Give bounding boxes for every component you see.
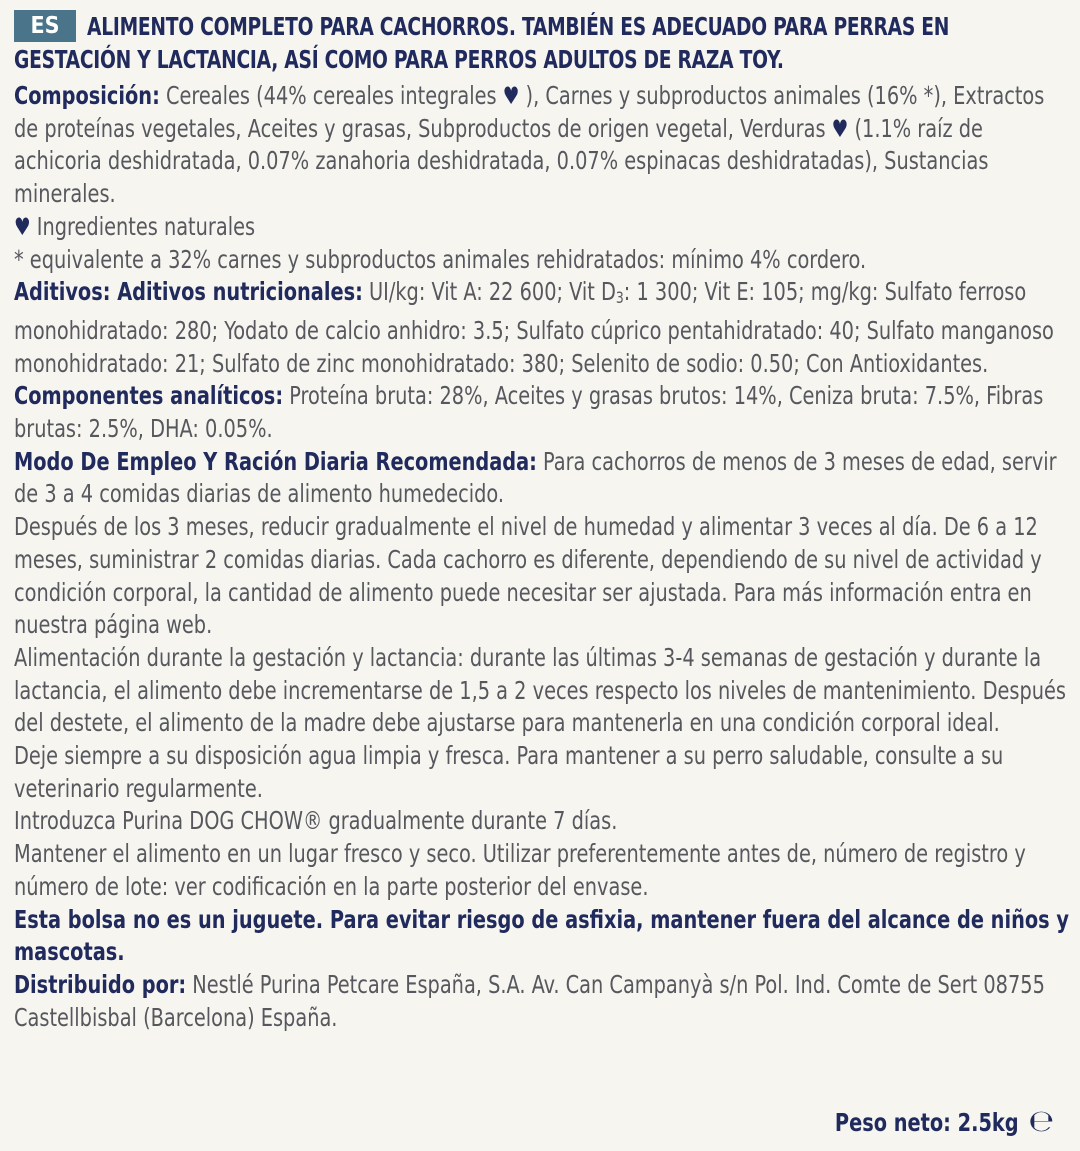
analytical-paragraph (14, 380, 1072, 445)
net-weight-row (805, 1104, 1054, 1139)
usage-label: Modo De Empleo Y Ración Diaria Recomendada: (14, 446, 537, 476)
distributor-paragraph (14, 969, 1072, 1034)
composition-text-2: ), Carnes y subproductos animales (16% *), Extractos de proteínas vegetales, Aceites y grasas, Subproductos de origen vegetal, Verduras (14, 81, 1045, 143)
usage-water: Deje siempre a su disposición agua limpia y fresca. Para mantener a su perro saludable, consulte a su veterinario regularmente. (14, 741, 1004, 803)
usage-transition: Introduzca Purina DOG CHOW® gradualmente durante 7 días. (14, 806, 618, 836)
heart-icon: ♥ (14, 212, 31, 241)
usage-storage: Mantener el alimento en un lugar fresco y seco. Utilizar preferentemente antes de, número de registro y número de lote: ver codificación en la parte posterior del envase. (14, 839, 1026, 901)
safety-warning: Esta bolsa no es un juguete. Para evitar riesgo de asfixia, mantener fuera del alcance de niños y mascotas. (14, 904, 1069, 967)
analytical-label: Componentes analíticos: (14, 381, 284, 411)
language-badge: ES (14, 10, 76, 42)
product-title: ALIMENTO COMPLETO PARA CACHORROS. TAMBIÉN ES ADECUADO PARA PERRAS EN GESTACIÓN Y LACTANCIA, ASÍ COMO PARA PERROS ADULTOS DE RAZA TOY. (14, 12, 950, 74)
analytical-text: Proteína bruta: 28%, Aceites y grasas brutos: 14%, Ceniza bruta: 7.5%, Fibras brutas: 2.5%, DHA: 0.05%. (14, 381, 1044, 444)
natural-ingredients-text: Ingredientes naturales (30, 211, 256, 241)
usage-paragraph (14, 446, 1072, 511)
additives-paragraph (14, 276, 1072, 380)
composition-footnote: * equivalente a 32% carnes y subproductos animales rehidratados: mínimo 4% cordero. (14, 244, 867, 274)
label-body (14, 80, 1072, 1034)
additives-text-1: UI/kg: Vit A: 22 600; Vit D (362, 277, 616, 307)
estimated-sign-icon: ℮ (1028, 1104, 1054, 1139)
natural-ingredients-note (14, 211, 1072, 244)
net-weight: Peso neto: 2.5kg (834, 1107, 1019, 1137)
usage-after-three-months: Después de los 3 meses, reducir gradualmente el nivel de humedad y alimentar 3 veces al día. De 6 a 12 meses, suministrar 2 comidas diarias. Cada cachorro es diferente, dependiendo de su nivel de actividad y condición corporal, la cantidad de alimento puede necesitar ser ajustada. Para más información entra en nuestra página web. (14, 512, 1042, 640)
composition-label: Composición: (14, 81, 160, 110)
heart-icon: ♥ (502, 82, 520, 110)
additives-text-2: : 1 300; Vit E: 105; mg/kg: Sulfato ferroso monohidratado: 280; Yodato de calcio anhidro: 3.5; Sulfato cúprico pentahidratado: 40; Sulfato manganoso monohidratado: 21; Sulfato de zinc monohidratado: 380; Selenito de sodio: 0.50; Con Antioxidantes. (14, 277, 1054, 378)
usage-gestation: Alimentación durante la gestación y lactancia: durante las últimas 3-4 semanas de gestación y durante la lactancia, el alimento debe incrementarse de 1,5 a 2 veces respecto los niveles de mantenimiento. Después del destete, el alimento de la madre debe ajustarse para mantenerla en una condición corporal ideal. (14, 642, 1066, 738)
distributor-label: Distribuido por: (14, 969, 187, 999)
usage-text: Para cachorros de menos de 3 meses de edad, servir de 3 a 4 comidas diarias de alimento humedecido. (14, 446, 1057, 509)
heart-icon: ♥ (831, 114, 849, 143)
vitamin-d-subscript: 3 (615, 288, 624, 308)
distributor-text: Nestlé Purina Petcare España, S.A. Av. Can Campanyà s/n Pol. Ind. Comte de Sert 08755 Castellbisbal (Barcelona) España. (14, 969, 1045, 1032)
composition-text-3: (1.1% raíz de achicoria deshidratada, 0.07% zanahoria deshidratada, 0.07% espinacas deshidratadas), Sustancias minerales. (14, 113, 989, 209)
composition-text-1: Cereales (44% cereales integrales (159, 81, 503, 110)
composition-paragraph (14, 80, 1072, 211)
additives-label: Aditivos: Aditivos nutricionales: (14, 277, 363, 307)
